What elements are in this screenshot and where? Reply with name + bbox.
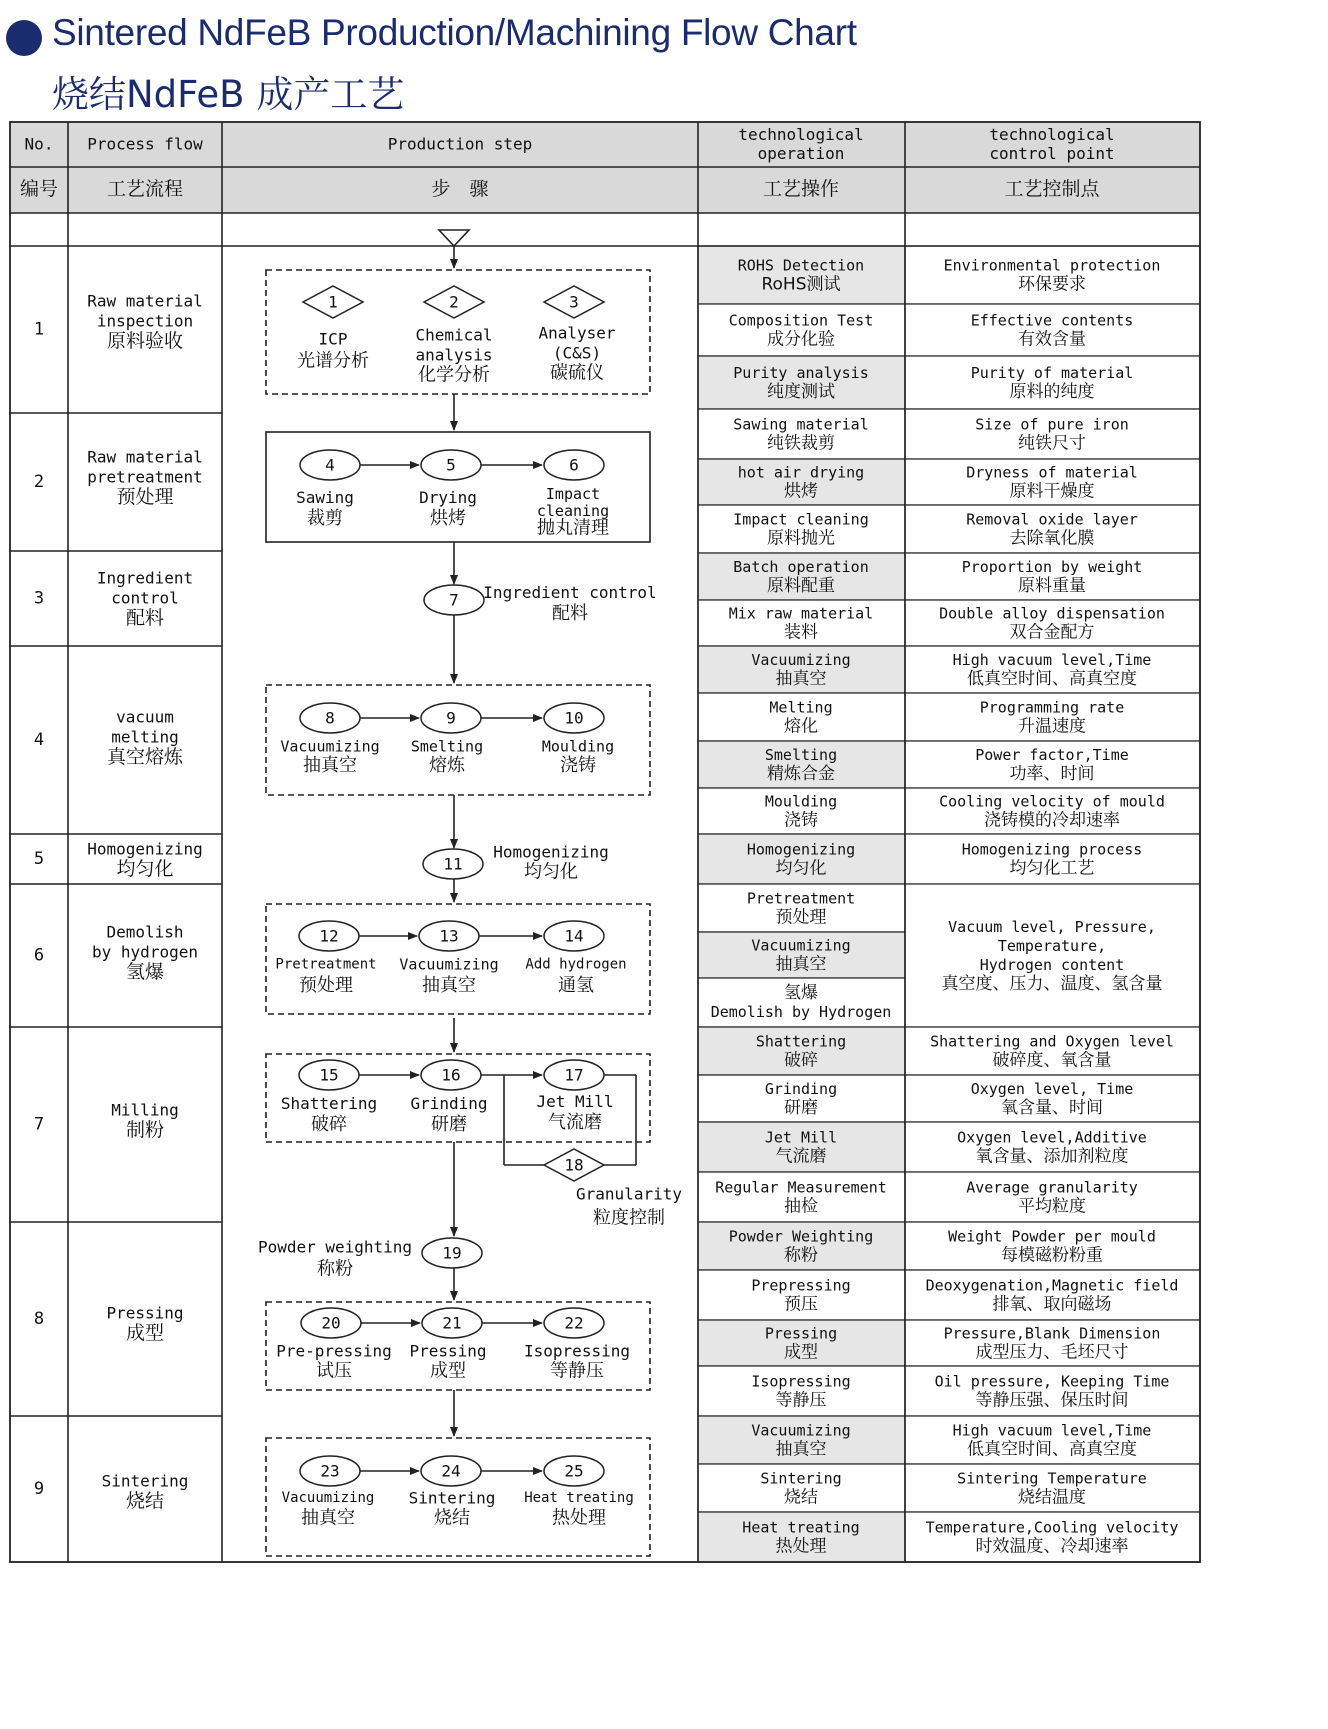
node-number: 22 <box>564 1313 584 1333</box>
page-subtitle: 烧结NdFeB 成产工艺 <box>52 73 405 116</box>
stage-number: 4 <box>33 730 45 750</box>
stage-name: vacuum melting 真空熔炼 <box>106 707 184 768</box>
node-number: 6 <box>569 455 579 475</box>
stage-name: Pressing 成型 <box>106 1303 184 1344</box>
control-point-text: Proportion by weight 原料重量 <box>961 558 1143 596</box>
node-label: Vacuumizing 抽真空 <box>281 1490 375 1529</box>
header-cn-3: 工艺操作 <box>762 178 840 200</box>
control-point-text: Average granularity 平均粒度 <box>966 1178 1138 1217</box>
node-label: ICP 光谱分析 <box>297 329 369 372</box>
control-point-text: High vacuum level,Time 低真空时间、高真空度 <box>952 651 1152 689</box>
header-en-2: Production step <box>387 134 533 154</box>
stage-name: Homogenizing 均匀化 <box>87 839 203 880</box>
operation-text: Pressing 成型 <box>764 1324 838 1363</box>
stage-number: 9 <box>33 1479 45 1499</box>
operation-text: Grinding 研磨 <box>764 1080 838 1118</box>
node-number: 1 <box>328 292 338 312</box>
control-point-text: Homogenizing process 均匀化工艺 <box>961 840 1143 879</box>
stage-name: Sintering 烧结 <box>101 1471 189 1512</box>
control-point-text: Weight Powder per mould 每模磁粉粉重 <box>948 1227 1156 1266</box>
control-point-text: Temperature,Cooling velocity 时效温度、冷却速率 <box>925 1518 1179 1557</box>
node-label: Moulding 浇铸 <box>541 737 615 776</box>
node-number: 17 <box>564 1065 584 1085</box>
operation-text: Regular Measurement 抽检 <box>715 1178 887 1217</box>
operation-text: Homogenizing 均匀化 <box>746 840 856 879</box>
node-number: 2 <box>449 292 459 312</box>
control-point-text: Pressure,Blank Dimension 成型压力、毛坯尺寸 <box>943 1324 1161 1363</box>
control-point-text: Environmental protection 环保要求 <box>943 256 1161 295</box>
operation-text: hot air drying 烘烤 <box>737 463 865 502</box>
operation-text: Sintering 烧结 <box>760 1469 842 1508</box>
control-point-text: Shattering and Oxygen level 破碎度、氧含量 <box>930 1032 1174 1071</box>
node-label: Sintering 烧结 <box>408 1488 496 1529</box>
operation-text: Powder Weighting 称粉 <box>728 1227 874 1266</box>
header-cn-0: 编号 <box>19 178 59 200</box>
operation-text: Impact cleaning 原料抛光 <box>733 510 869 549</box>
operation-text: Shattering 破碎 <box>755 1032 847 1071</box>
operation-text: ROHS Detection RoHS测试 <box>737 256 865 295</box>
header-cn-1: 工艺流程 <box>106 178 184 200</box>
control-point-text: Purity of material 原料的纯度 <box>970 364 1134 402</box>
operation-text: Smelting 精炼合金 <box>764 746 838 784</box>
operation-text: Isopressing 等静压 <box>751 1372 851 1411</box>
stage-name: Raw material inspection 原料验收 <box>87 291 203 352</box>
node-label: Drying 烘烤 <box>419 488 477 529</box>
operation-text: Sawing material 纯铁裁剪 <box>733 415 869 454</box>
node-number: 15 <box>319 1065 339 1085</box>
operation-text: Jet Mill 气流磨 <box>764 1128 838 1167</box>
page-title: Sintered NdFeB Production/Machining Flow Chart <box>52 12 857 53</box>
control-point-text: Double alloy dispensation 双合金配方 <box>939 604 1165 643</box>
stage-number: 1 <box>33 319 45 340</box>
operation-text: Composition Test 成分化验 <box>728 311 874 350</box>
node-number: 4 <box>325 455 335 475</box>
node-label: Analyser (C&S)碳硫仪 <box>538 323 616 384</box>
operation-text: Batch operation 原料配重 <box>733 558 869 596</box>
operation-text: Melting 熔化 <box>769 698 833 737</box>
stage-name: Milling 制粉 <box>111 1100 179 1141</box>
operation-text: Pretreatment 预处理 <box>746 889 856 928</box>
stage-number: 3 <box>33 588 45 609</box>
node-label: Impact cleaning 抛丸清理 <box>536 485 610 539</box>
node-number: 5 <box>446 455 456 475</box>
header-en-4: technological control point <box>989 125 1115 163</box>
stage-number: 6 <box>33 945 45 966</box>
stage-name: Demolish by hydrogen 氢爆 <box>92 922 198 983</box>
operation-text: 氢爆 Demolish by Hydrogen <box>710 983 892 1021</box>
node-number: 19 <box>442 1243 462 1263</box>
node-label: Homogenizing 均匀化 <box>493 842 609 883</box>
header-en-3: technological operation <box>738 125 864 163</box>
node-label: Shattering 破碎 <box>280 1094 378 1135</box>
node-label: Pretreatment 预处理 <box>275 956 377 996</box>
operation-text: Vacuumizing 抽真空 <box>751 936 851 975</box>
control-point-text: Power factor,Time 功率、时间 <box>975 746 1129 784</box>
control-point-text: Size of pure iron 纯铁尺寸 <box>975 415 1129 454</box>
node-label: Isopressing 等静压 <box>524 1341 630 1382</box>
stage-number: 8 <box>33 1309 45 1329</box>
operation-text: Mix raw material 装料 <box>728 604 874 643</box>
control-point-text: High vacuum level,Time 低真空时间、高真空度 <box>952 1421 1152 1460</box>
node-number: 11 <box>443 854 463 874</box>
control-point-text: Oxygen level, Time 氧含量、时间 <box>970 1080 1134 1118</box>
control-point-text: Oxygen level,Additive 氧含量、添加剂粒度 <box>957 1128 1147 1167</box>
node-number: 8 <box>325 708 335 728</box>
node-label: Granularity 粒度控制 <box>576 1184 682 1229</box>
node-label: Sawing 裁剪 <box>296 488 354 529</box>
header-en-0: No. <box>24 134 54 154</box>
node-number: 12 <box>319 926 339 946</box>
node-label: Heat treating 热处理 <box>524 1490 634 1529</box>
operation-text: Moulding 浇铸 <box>764 792 838 831</box>
node-label: Smelting 熔炼 <box>410 737 484 776</box>
node-label: Chemical analysis 化学分析 <box>415 325 493 386</box>
node-number: 10 <box>564 708 584 728</box>
node-label: Grinding 研磨 <box>410 1094 488 1135</box>
control-point-text: Cooling velocity of mould 浇铸模的冷却速率 <box>939 792 1165 831</box>
node-number: 23 <box>320 1461 340 1481</box>
control-point-text: Vacuum level, Pressure, Temperature, Hydrogen content 真空度、压力、温度、氢含量 <box>941 918 1163 994</box>
node-label: Vacuumizing 抽真空 <box>280 737 380 776</box>
control-point-text: Removal oxide layer 去除氧化膜 <box>966 510 1138 549</box>
node-label: Add hydrogen 通氢 <box>525 956 627 996</box>
stage-number: 2 <box>33 472 45 492</box>
control-point-text: Dryness of material 原料干燥度 <box>966 463 1138 502</box>
stage-name: Ingredient control 配料 <box>96 568 194 629</box>
node-number: 16 <box>441 1065 461 1085</box>
node-number: 9 <box>446 708 456 728</box>
node-number: 21 <box>442 1313 462 1333</box>
header-en-1: Process flow <box>87 134 203 154</box>
operation-text: Vacuumizing 抽真空 <box>751 651 851 689</box>
node-number: 20 <box>321 1313 341 1333</box>
node-number: 14 <box>564 926 584 946</box>
control-point-text: Effective contents 有效含量 <box>970 311 1134 350</box>
node-label: Ingredient control 配料 <box>483 583 657 624</box>
node-number: 18 <box>564 1155 584 1175</box>
stage-number: 7 <box>33 1114 45 1135</box>
table-spacer-row <box>10 213 1200 246</box>
operation-text: Purity analysis 纯度测试 <box>733 364 869 402</box>
node-number: 13 <box>439 926 459 946</box>
control-point-text: Programming rate 升温速度 <box>979 698 1125 737</box>
stage-number: 5 <box>33 849 45 869</box>
stage-name: Raw material pretreatment 预处理 <box>87 447 203 508</box>
node-number: 7 <box>449 590 459 610</box>
header-cn-2: 步 骤 <box>431 178 489 200</box>
node-number: 25 <box>564 1461 584 1481</box>
control-point-text: Deoxygenation,Magnetic field 排氧、取向磁场 <box>925 1276 1179 1315</box>
node-label: Vacuumizing 抽真空 <box>399 955 499 996</box>
node-label: Powder weighting 称粉 <box>257 1237 413 1280</box>
header-cn-4: 工艺控制点 <box>1004 178 1100 200</box>
node-number: 3 <box>569 292 579 312</box>
operation-text: Vacuumizing 抽真空 <box>751 1421 851 1460</box>
operation-text: Heat treating 热处理 <box>742 1518 860 1557</box>
node-label: Pressing 成型 <box>409 1341 487 1382</box>
control-point-text: Oil pressure, Keeping Time 等静压强、保压时间 <box>934 1372 1170 1411</box>
operation-text: Prepressing 预压 <box>751 1276 851 1315</box>
control-point-text: Sintering Temperature 烧结温度 <box>957 1469 1147 1508</box>
node-label: Jet Mill 气流磨 <box>536 1092 614 1133</box>
node-label: Pre-pressing 试压 <box>276 1341 392 1382</box>
node-number: 24 <box>441 1461 461 1481</box>
